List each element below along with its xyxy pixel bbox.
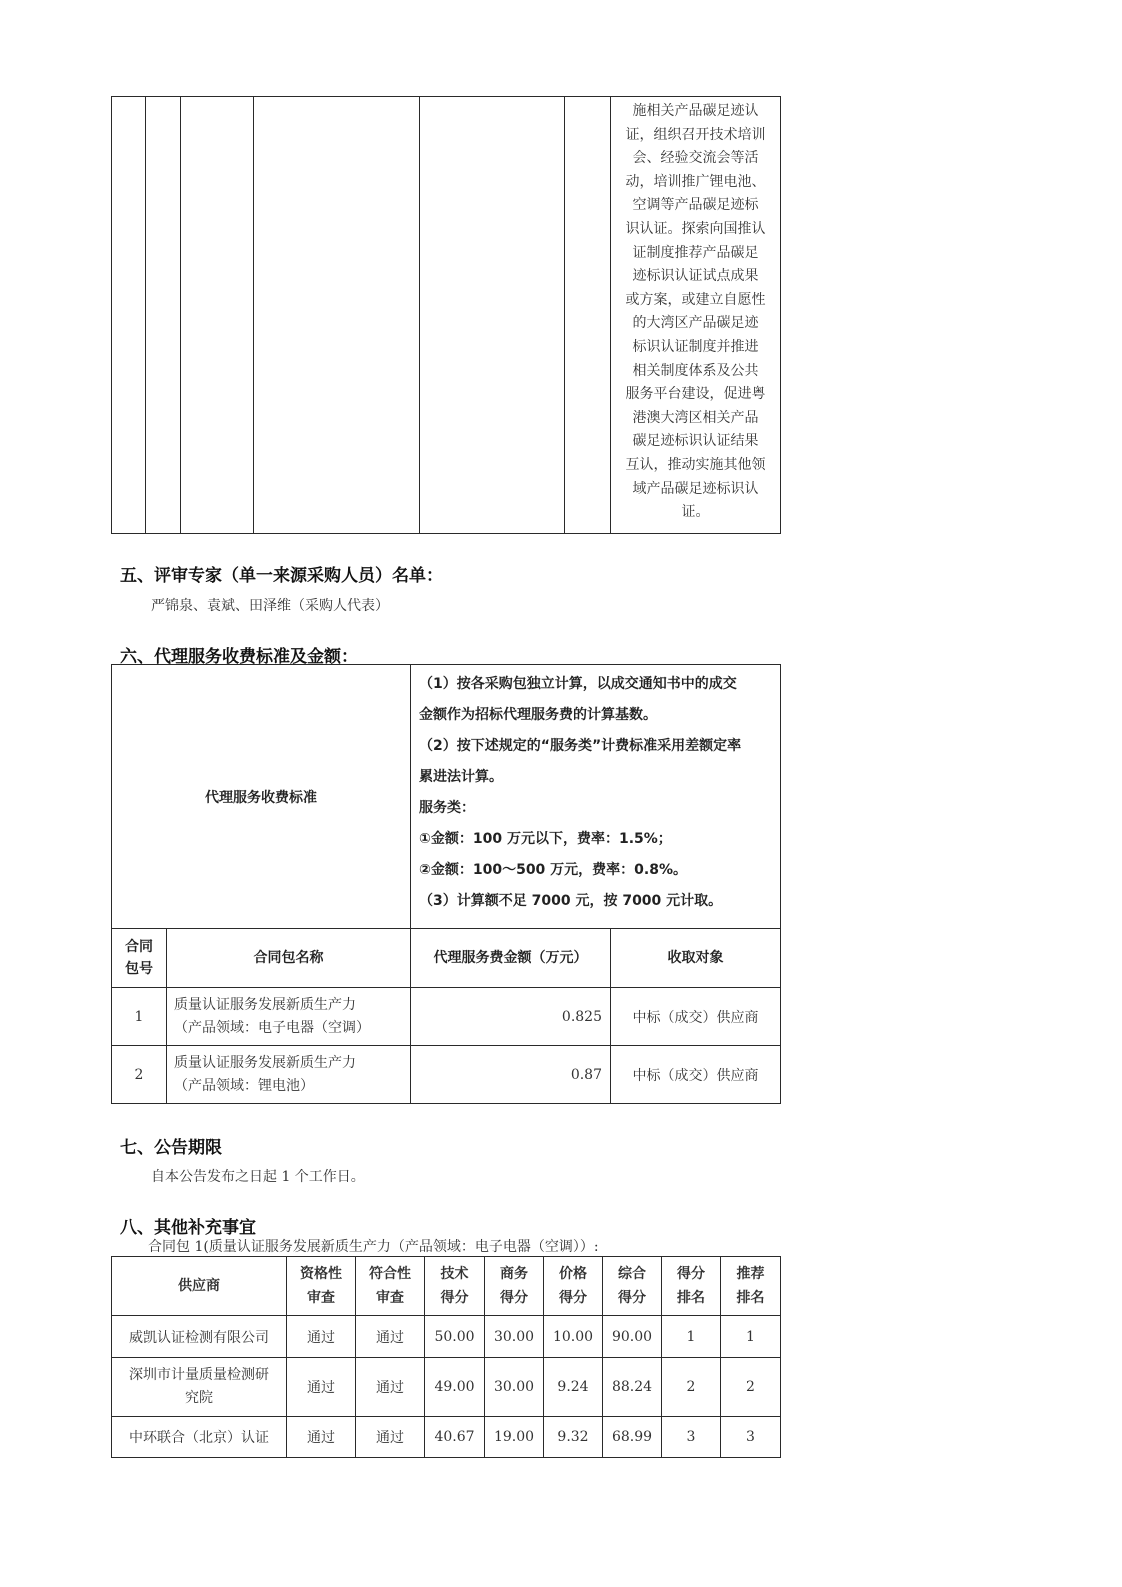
header-business (485, 1257, 544, 1316)
header-line: 商务 (500, 1266, 528, 1282)
header-package-no (112, 929, 167, 988)
fee-standard-label: 代理服务收费标准 (112, 665, 411, 929)
header-line: 包号 (125, 961, 153, 977)
header-technical (425, 1257, 485, 1316)
text-line: 或方案，或建立自愿性 (625, 291, 766, 308)
compliance-result: 通过 (356, 1316, 425, 1358)
table-row (112, 988, 781, 1046)
table-row (112, 1046, 781, 1104)
rule-line: 金额作为招标代理服务费的计算基数。 (419, 707, 657, 723)
text-line: 域产品碳足迹标识认 (632, 480, 759, 497)
text-line: 碳足迹标识认证结果 (632, 433, 759, 450)
header-line: 审查 (376, 1290, 404, 1306)
header-line: 排名 (736, 1290, 765, 1306)
rule-line: 累进法计算。 (419, 769, 503, 785)
package-name (167, 1046, 411, 1104)
text-line: 动，培训推广锂电池、 (625, 173, 766, 190)
header-recommend-rank (721, 1257, 781, 1316)
score-rank: 1 (662, 1316, 721, 1358)
continued-text (611, 97, 780, 525)
qualification-result: 通过 (287, 1417, 356, 1458)
rule-line: （1）按各采购包独立计算，以成交通知书中的成交 (419, 676, 737, 692)
total-score: 68.99 (603, 1417, 662, 1458)
text-line: 相关制度体系及公共 (632, 362, 759, 379)
qualification-result: 通过 (287, 1316, 356, 1358)
section7-content: 自本公告发布之日起 1 个工作日。 (151, 1169, 365, 1185)
text-line: 证，组织召开技术培训 (625, 126, 766, 143)
supplier-name: 威凯认证检测有限公司 (112, 1316, 287, 1358)
fee-table (111, 664, 781, 1104)
payer: 中标（成交）供应商 (611, 988, 781, 1046)
rule-line: （3）计算额不足 7000 元，按 7000 元计取。 (419, 893, 723, 909)
compliance-result: 通过 (356, 1417, 425, 1458)
header-fee-amount: 代理服务费金额（万元） (411, 929, 611, 988)
section6-heading: 六、代理服务收费标准及金额： (120, 647, 358, 667)
technical-score: 40.67 (425, 1417, 485, 1458)
section5-heading: 五、评审专家（单一来源采购人员）名单： (120, 566, 443, 586)
header-line: 资格性 (300, 1266, 342, 1282)
text-line: 证制度推荐产品碳足 (632, 244, 759, 261)
package-name (167, 988, 411, 1046)
package-no: 1 (112, 988, 167, 1046)
fee-header-row (112, 929, 781, 988)
qualification-result: 通过 (287, 1358, 356, 1417)
table-cell-empty (181, 97, 254, 534)
header-line: 得分 (618, 1290, 646, 1306)
business-score: 30.00 (485, 1316, 544, 1358)
compliance-result: 通过 (356, 1358, 425, 1417)
section8-subtitle: 合同包 1(质量认证服务发展新质生产力（产品领域：电子电器（空调））: (148, 1239, 599, 1255)
header-line: 得分 (677, 1266, 705, 1282)
header-payer: 收取对象 (611, 929, 781, 988)
rule-line: ①金额：100 万元以下，费率：1.5%； (419, 831, 672, 847)
text-line: 互认，推动实施其他领 (625, 456, 766, 473)
text-line: 标识认证制度并推进 (632, 338, 759, 355)
recommend-rank: 3 (721, 1417, 781, 1458)
header-total (603, 1257, 662, 1316)
header-line: 得分 (500, 1290, 528, 1306)
text-line: 证。 (681, 504, 710, 521)
text-line: 施相关产品碳足迹认 (632, 103, 759, 119)
recommend-rank: 2 (721, 1358, 781, 1417)
header-qualification (287, 1257, 356, 1316)
table-row (112, 1316, 781, 1358)
technical-score: 50.00 (425, 1316, 485, 1358)
header-line: 技术 (440, 1266, 469, 1282)
header-line: 价格 (559, 1266, 587, 1282)
continued-text-cell (611, 97, 781, 534)
fee-amount: 0.87 (411, 1046, 611, 1104)
table-cell-empty (146, 97, 181, 534)
table-row (112, 1417, 781, 1458)
package-name-line: 质量认证服务发展新质生产力 (174, 996, 356, 1013)
total-score: 88.24 (603, 1358, 662, 1417)
rule-line: （2）按下述规定的“服务类”计费标准采用差额定率 (419, 738, 742, 754)
business-score: 30.00 (485, 1358, 544, 1417)
text-line: 的大湾区产品碳足迹 (632, 315, 759, 332)
table-row (112, 97, 781, 534)
package-no: 2 (112, 1046, 167, 1104)
payer: 中标（成交）供应商 (611, 1046, 781, 1104)
score-rank: 2 (662, 1358, 721, 1417)
header-line: 得分 (559, 1290, 587, 1306)
header-line: 得分 (440, 1290, 469, 1306)
header-compliance (356, 1257, 425, 1316)
table-cell-empty (112, 97, 146, 534)
header-package-name: 合同包名称 (167, 929, 411, 988)
score-header-row (112, 1257, 781, 1316)
table-cell-empty (565, 97, 611, 534)
text-line: 会、经验交流会等活 (632, 150, 759, 167)
score-rank: 3 (662, 1417, 721, 1458)
score-table (111, 1256, 781, 1458)
recommend-rank: 1 (721, 1316, 781, 1358)
table-cell-empty (254, 97, 420, 534)
text-line: 空调等产品碳足迹标 (632, 197, 759, 214)
header-line: 推荐 (736, 1266, 765, 1282)
fee-standard-row (112, 665, 781, 929)
table-cell-empty (420, 97, 565, 534)
text-line: 港澳大湾区相关产品 (632, 409, 759, 426)
text-line: 迹标识认证试点成果 (632, 268, 759, 285)
text-line: 识认证。探索向国推认 (625, 220, 766, 237)
section7-heading: 七、公告期限 (120, 1138, 222, 1158)
header-supplier: 供应商 (112, 1257, 287, 1316)
fee-standard-rules (411, 665, 781, 929)
package-name-line: 质量认证服务发展新质生产力 (174, 1054, 356, 1071)
continued-table (111, 96, 781, 534)
header-line: 合同 (125, 939, 153, 955)
total-score: 90.00 (603, 1316, 662, 1358)
section8-heading: 八、其他补充事宜 (120, 1218, 256, 1238)
business-score: 19.00 (485, 1417, 544, 1458)
header-line: 综合 (618, 1266, 646, 1282)
header-line: 符合性 (369, 1266, 411, 1282)
table-row (112, 1358, 781, 1417)
price-score: 10.00 (544, 1316, 603, 1358)
supplier-name (112, 1358, 287, 1417)
supplier-name-line: 究院 (185, 1390, 213, 1406)
supplier-name-line: 深圳市计量质量检测研 (129, 1367, 269, 1383)
technical-score: 49.00 (425, 1358, 485, 1417)
package-name-line: （产品领域：电子电器（空调） (174, 1019, 370, 1036)
rule-line: ②金额：100～500 万元，费率：0.8%。 (419, 862, 688, 878)
section5-content: 严锦泉、袁斌、田泽维（采购人代表） (151, 598, 389, 614)
price-score: 9.32 (544, 1417, 603, 1458)
price-score: 9.24 (544, 1358, 603, 1417)
rule-line: 服务类： (419, 800, 475, 816)
header-line: 排名 (677, 1290, 705, 1306)
header-price (544, 1257, 603, 1316)
package-name-line: （产品领域：锂电池） (174, 1077, 314, 1094)
text-line: 服务平台建设，促进粤 (625, 386, 766, 403)
supplier-name: 中环联合（北京）认证 (112, 1417, 287, 1458)
fee-amount: 0.825 (411, 988, 611, 1046)
header-line: 审查 (307, 1290, 335, 1306)
header-score-rank (662, 1257, 721, 1316)
